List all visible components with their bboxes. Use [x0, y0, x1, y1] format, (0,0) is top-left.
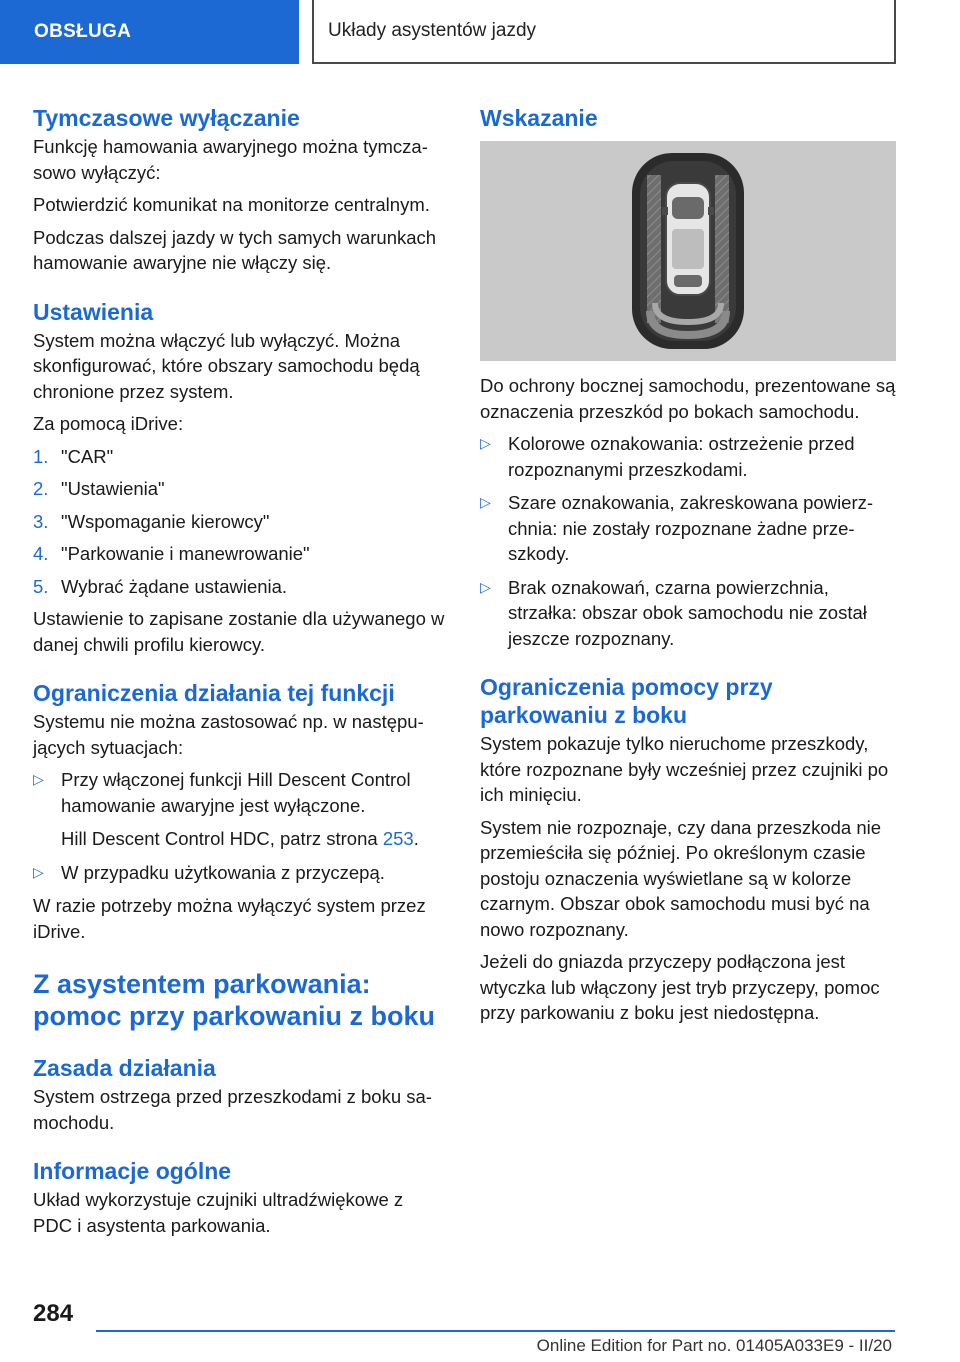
paragraph: Systemu nie można zastosować np. w następujących sytuacjach:	[33, 711, 424, 758]
list-item	[33, 767, 445, 852]
triangle-right-icon: ▷	[480, 435, 491, 451]
paragraph: Potwierdzić komunikat na monitorze centralnym.	[33, 194, 430, 215]
right-column	[480, 100, 896, 1033]
left-column	[33, 100, 445, 1245]
heading-general-info: Informacje ogólne	[33, 1158, 232, 1184]
paragraph	[61, 826, 445, 852]
step-text: "Parkowanie i manewrowanie"	[61, 543, 310, 564]
paragraph: Kolorowe oznakowania: ostrzeżenie przed rozpoznanymi przeszkodami.	[508, 433, 855, 480]
paragraph: Funkcję hamowania awaryjnego można tymczasowo wyłączyć:	[33, 136, 428, 183]
edition-info: Online Edition for Part no. 01405A033E9 - II/20	[536, 1336, 892, 1355]
list-item	[33, 541, 445, 567]
paragraph: Za pomocą iDrive:	[33, 413, 184, 434]
marking-types-list	[480, 431, 896, 651]
paragraph: Brak oznakowań, czarna powierzchnia, strzałka: obszar obok samochodu nie został jeszcze rozpoznany.	[508, 576, 867, 649]
heading-side-parking-assist: Z asystentem parkowania: pomoc przy parkowaniu z boku	[33, 969, 436, 1031]
step-number: 2.	[33, 478, 49, 499]
step-text: "Wspomaganie kierowcy"	[61, 510, 270, 532]
page-number: 284	[33, 1300, 74, 1327]
triangle-right-icon: ▷	[480, 578, 491, 595]
list-item	[33, 860, 445, 886]
paragraph: Przy włączonej funkcji Hill Descent Control hamowanie awaryjne jest wyłączone.	[61, 769, 411, 816]
paragraph: Podczas dalszej jazdy w tych samych warunkach hamowanie awaryjne nie włączy się.	[33, 226, 437, 273]
step-number: 4.	[33, 543, 49, 564]
paragraph: System pokazuje tylko nieruchome przeszkody, które rozpoznane były wcześniej przez czujniki po ich minięciu.	[480, 733, 889, 805]
list-item	[33, 444, 445, 470]
list-item	[480, 490, 896, 567]
list-item	[480, 431, 896, 482]
limitations-list	[33, 767, 445, 885]
step-number: 3.	[33, 510, 49, 532]
heading-principle: Zasada działania	[33, 1055, 216, 1081]
step-number: 1.	[33, 445, 49, 467]
car-top-view-icon	[480, 141, 896, 361]
list-item	[33, 509, 445, 535]
reference-text: Hill Descent Control HDC, patrz strona	[61, 828, 383, 849]
triangle-right-icon: ▷	[480, 494, 491, 510]
triangle-right-icon: ▷	[33, 771, 44, 787]
heading-side-assist-limitations: Ograniczenia pomocy przy parkowaniu z boku	[480, 674, 773, 728]
heading-settings: Ustawienia	[33, 298, 154, 325]
footer-divider	[96, 1330, 895, 1332]
heading-limitations: Ograniczenia działania tej funkcji	[33, 680, 395, 706]
section-tab: OBSŁUGA	[0, 0, 299, 64]
paragraph: Jeżeli do gniazda przyczepy podłączona jest wtyczka lub włączony jest tryb przyczepy, pomoc przy parkowaniu z boku jest niedostępna.	[480, 951, 880, 1023]
heading-display: Wskazanie	[480, 105, 598, 131]
list-item	[33, 476, 445, 502]
heading-temporary-disable: Tymczasowe wyłączanie	[33, 105, 300, 131]
paragraph: Ustawienie to zapisane zostanie dla używanego w danej chwili profilu kierowcy.	[33, 608, 445, 655]
parking-display-illustration	[480, 141, 896, 361]
chapter-title: Układy asystentów jazdy	[312, 0, 896, 64]
idrive-steps-list	[33, 444, 445, 600]
step-text: Wybrać żądane ustawienia.	[61, 575, 288, 597]
paragraph: W razie potrzeby można wyłączyć system przez iDrive.	[33, 895, 426, 942]
paragraph: System ostrzega przed przeszkodami z boku samochodu.	[33, 1086, 432, 1133]
page-reference-link[interactable]: 253	[382, 828, 414, 849]
step-text: "Ustawienia"	[61, 478, 165, 499]
paragraph: System można włączyć lub wyłączyć. Można skonfigurować, które obszary samochodu będą chronione przez system.	[33, 329, 420, 402]
list-item	[480, 575, 896, 652]
step-text: "CAR"	[61, 445, 114, 467]
paragraph: Szare oznakowania, zakreskowana powierzchnia: nie zostały rozpoznane żadne przeszkody.	[508, 492, 874, 564]
paragraph: Do ochrony bocznej samochodu, prezentowane są oznaczenia przeszkód po bokach samochodu.	[480, 375, 896, 422]
paragraph: W przypadku użytkowania z przyczepą.	[61, 861, 385, 883]
step-number: 5.	[33, 575, 49, 597]
paragraph: Układ wykorzystuje czujniki ultradźwiękowe z PDC i asystenta parkowania.	[33, 1189, 404, 1236]
list-item	[33, 574, 445, 600]
triangle-right-icon: ▷	[33, 863, 44, 880]
paragraph: System nie rozpoznaje, czy dana przeszkoda nie przemieściła się później. Po określonym czasie postoju oznaczenia wyświetlane są w kolorze czarnym. Obszar obok samochodu musi być na nowo rozpoznany.	[480, 816, 882, 940]
reference-end: .	[413, 828, 419, 849]
